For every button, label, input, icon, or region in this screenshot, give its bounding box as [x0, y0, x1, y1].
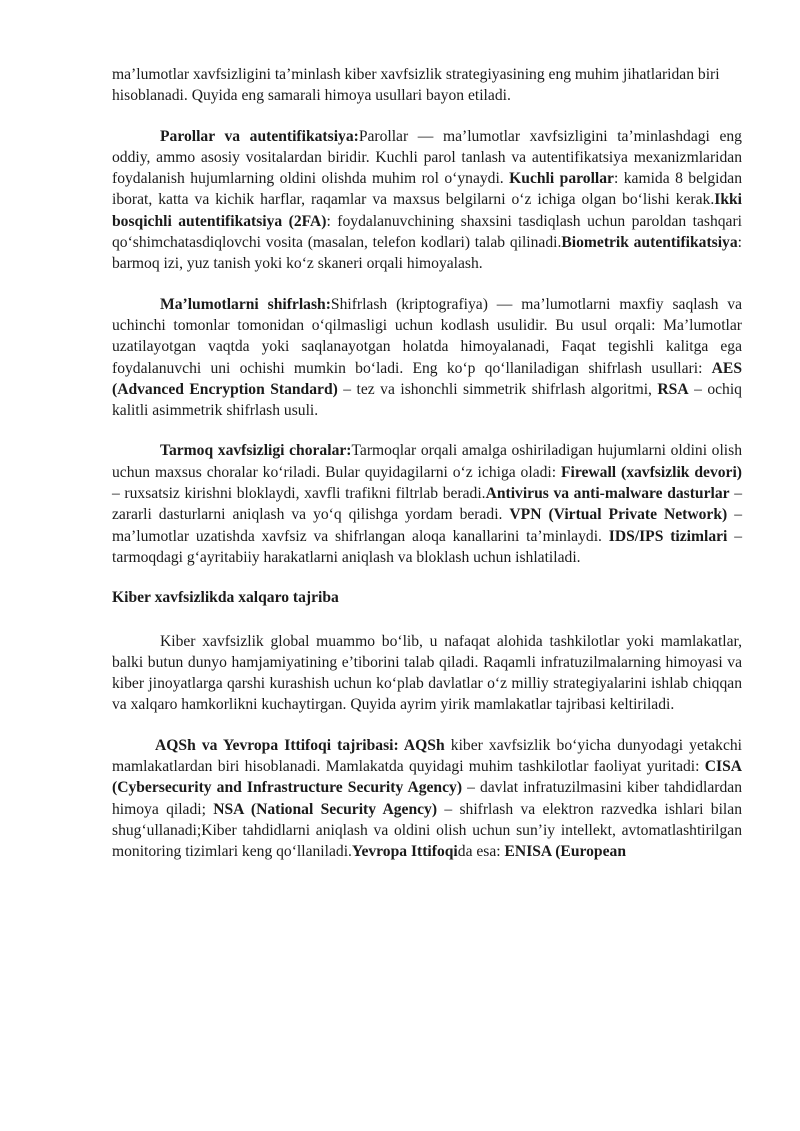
- antivirus-label: Antivirus va anti-malware dasturlar: [485, 485, 730, 503]
- biometric-label: Biometrik autentifikatsiya: [561, 234, 738, 252]
- network-title: Tarmoq xavfsizligi choralar:: [160, 442, 352, 460]
- firewall-label: Firewall (xavfsizlik devori): [560, 463, 742, 481]
- passwords-text: Parollar — ma’lumotlar xavfsizligini ta’minlashdagi eng oddiy, ammo asosiy vositalardan biridir. Kuchli parol tanlash va autentifikatsiya mexanizmlaridan foydalanish hujumlarning oldini olishda muhim rol oʻynaydi.: [112, 127, 742, 188]
- nsa-text: – shifrlash va elektron razvedka ishlari bilan shugʻullanadi;Kiber tahdidlarni aniqlash va oldini olish uchun sun’iy intellekt, avtomatlashtirilgan monitoring tizimlari keng qoʻllaniladi.: [112, 800, 742, 861]
- eu-text: da esa:: [457, 843, 505, 861]
- intro-paragraph: ma’lumotlar xavfsizligini ta’minlash kiber xavfsizlik strategiyasining eng muhim jihatlaridan biri hisoblanadi. Quyida eng samarali himoya usullari bayon etiladi.: [112, 66, 720, 105]
- eu-label: Yevropa Ittifoqi: [351, 843, 458, 861]
- passwords-paragraph: [112, 126, 742, 275]
- rsa-label: RSA: [657, 380, 689, 398]
- enisa-label: ENISA (European: [504, 843, 626, 861]
- rsa-text: – ochiq kalitli asimmetrik shifrlash usuli.: [112, 380, 742, 420]
- passwords-title: Parollar va autentifikatsiya:: [160, 127, 359, 145]
- cisa-label: CISA (Cybersecurity and Infrastructure Security Agency): [112, 758, 742, 797]
- usa-eu-paragraph: [112, 735, 742, 863]
- encryption-title: Ma’lumotlarni shifrlash:: [160, 295, 331, 313]
- twofa-label: Ikki bosqichli autentifikatsiya (2FA): [112, 191, 742, 230]
- encryption-paragraph: [112, 294, 742, 422]
- network-text: Tarmoqlar orqali amalga oshiriladigan hujumlarni oldini olish uchun maxsus choralar koʻriladi. Bular quyidagilarni oʻz ichiga oladi:: [112, 442, 742, 481]
- section-heading: Kiber xavfsizlikda xalqaro tajriba: [112, 589, 339, 607]
- antivirus-text: – zararli dasturlarni aniqlash va yoʻq qilishga yordam beradi.: [112, 485, 742, 524]
- global-paragraph: Kiber xavfsizlik global muammo boʻlib, u nafaqat alohida tashkilotlar yoki mamlakatlar, balki butun dunyo hamjamiyatining e’tiborini talab qiladi. Raqamli infratuzilmalarning himoyasi va kiber jinoyatlarga qarshi kurashish uchun koʻplab davlatlar oʻz milliy strategiyalarini ishlab chiqqan va xalqaro hamkorlikni kuchaytirgan. Quyida ayrim yirik mamlakatlar tajribasi keltiriladi.: [112, 632, 742, 714]
- ids-label: IDS/IPS tizimlari: [608, 527, 728, 545]
- strong-passwords-text: : kamida 8 belgidan iborat, katta va kichik harflar, raqamlar va maxsus belgilarni oʻz ichiga olgan boʻlishi kerak.: [112, 170, 743, 209]
- usa-eu-text: kiber xavfsizlik boʻyicha dunyodagi yetakchi mamlakatlardan biri hisoblanadi. Mamlakatda quyidagi muhim tashkilotlar faoliyat yuritadi:: [112, 736, 742, 776]
- encryption-text: Shifrlash (kriptografiya) — ma’lumotlarni maxfiy saqlash va uchinchi tomonlar tomonidan oʻqilmasligi uchun kodlash usulidir. Bu usul orqali: Ma’lumotlar uzatilayotgan vaqtda yoki saqlanayotgan holatda himoyalanadi, Faqat tegishli kalitga ega foydalanuvchi uni ochishi mumkin boʻladi. Eng koʻp qoʻllaniladigan shifrlash usullari:: [112, 295, 742, 377]
- usa-eu-title: AQSh va Yevropa Ittifoqi tajribasi: AQSh: [155, 736, 445, 754]
- network-paragraph: [112, 440, 742, 568]
- ids-text: – tarmoqdagi gʻayritabiiy harakatlarni aniqlash va bloklash uchun ishlatiladi.: [112, 527, 743, 566]
- twofa-text: : foydalanuvchining shaxsini tasdiqlash uchun paroldan tashqari qoʻshimchatasdiqlovchi vosita (masalan, telefon kodlari) talab qilinadi.: [112, 212, 743, 252]
- cisa-text: – davlat infratuzilmasini kiber tahdidlardan himoya qiladi;: [112, 779, 742, 818]
- biometric-text: : barmoq izi, yuz tanish yoki koʻz skaneri orqali himoyalash.: [112, 234, 742, 273]
- aes-label: AES (Advanced Encryption Standard): [112, 359, 742, 398]
- aes-text: – tez va ishonchli simmetrik shifrlash algoritmi,: [337, 380, 658, 398]
- vpn-text: – ma’lumotlar uzatishda xavfsiz va shifrlangan aloqa kanallarini ta’minlaydi.: [112, 506, 742, 545]
- nsa-label: NSA (National Security Agency): [213, 800, 438, 818]
- vpn-label: VPN (Virtual Private Network): [509, 506, 728, 524]
- firewall-text: – ruxsatsiz kirishni bloklaydi, xavfli trafikni filtrlab beradi.: [112, 485, 486, 503]
- strong-passwords-label: Kuchli parollar: [509, 170, 614, 188]
- document-page: [112, 64, 742, 863]
